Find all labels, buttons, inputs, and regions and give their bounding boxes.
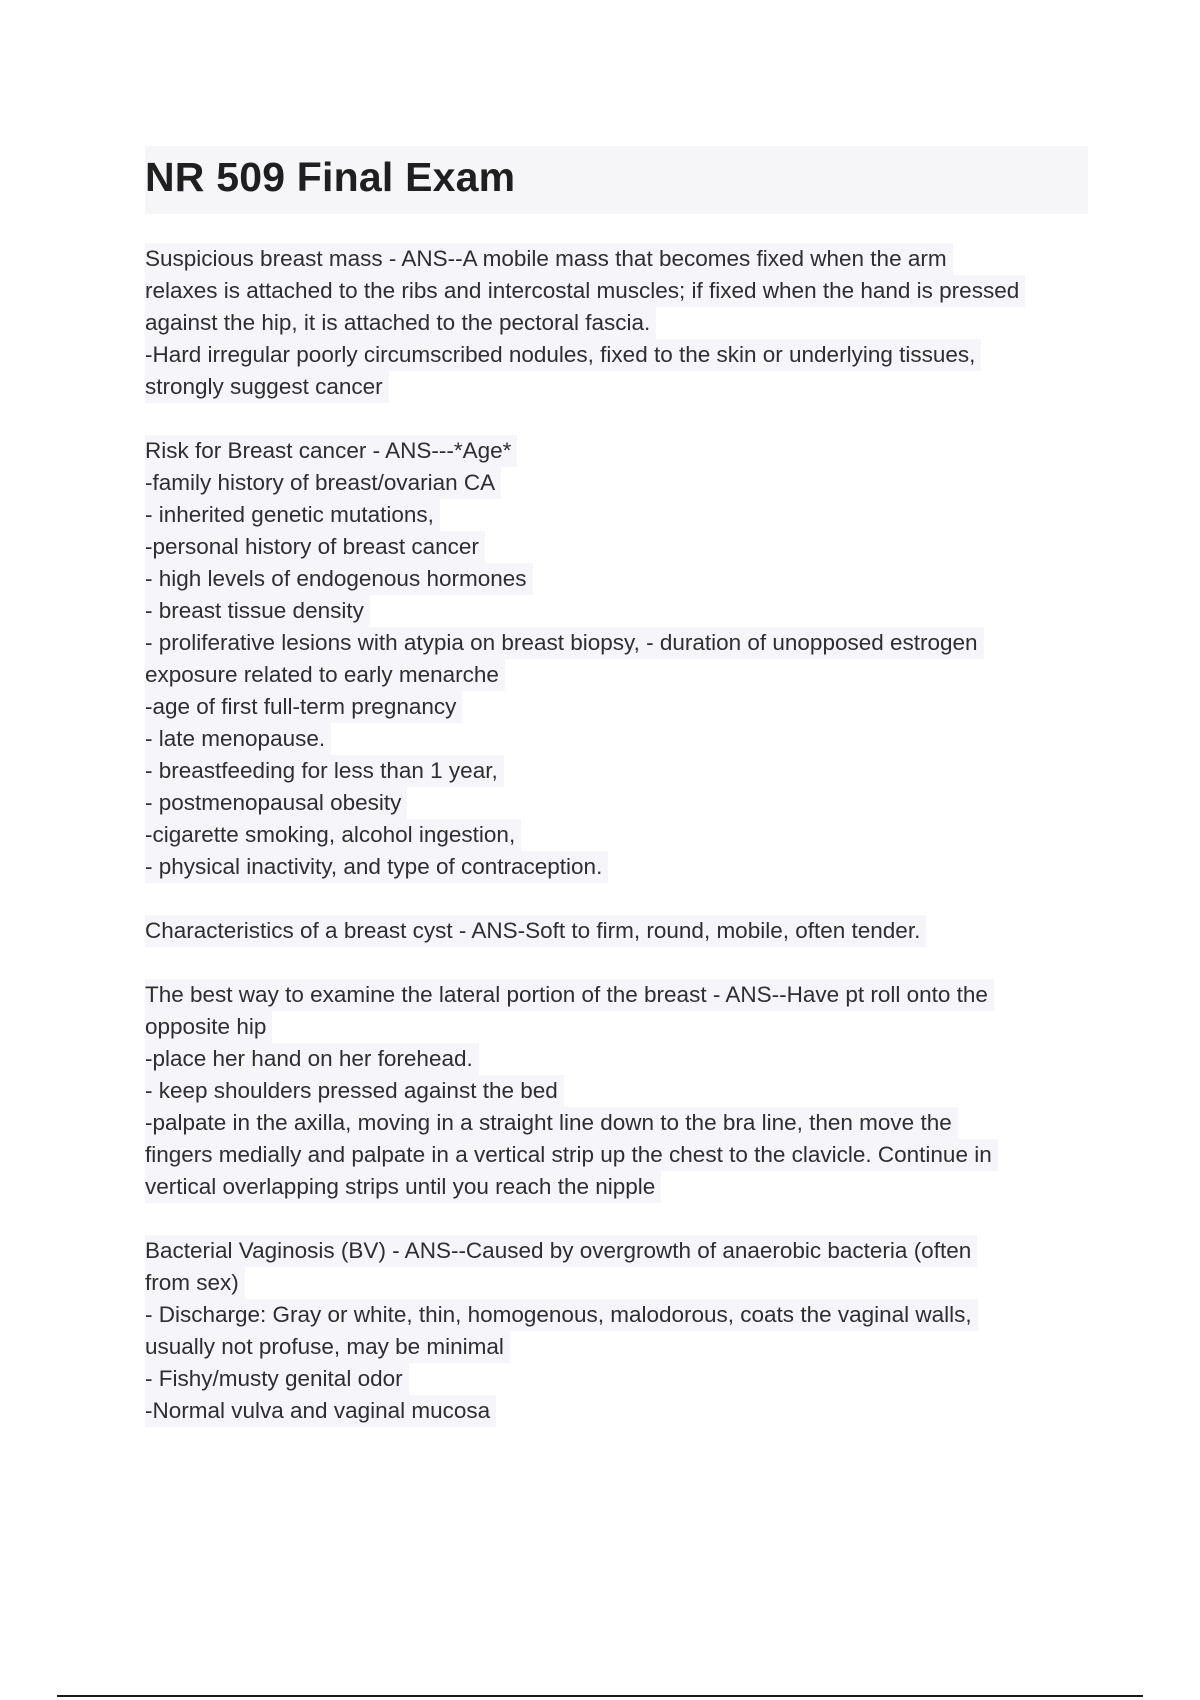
entry-line: Bacterial Vaginosis (BV) - ANS--Caused by overgrowth of anaerobic bacteria (often [145,1235,977,1267]
entry-line-row [145,275,1090,307]
entry-line-row [145,627,1090,659]
title-bar [145,146,1088,214]
entry-line-row [145,1139,1090,1171]
entry-line-row [145,787,1090,819]
entry-line: exposure related to early menarche [145,659,505,691]
entry-line-row [145,499,1090,531]
entry-line-row [145,435,1090,467]
entry-line-row [145,979,1090,1011]
entry-line: relaxes is attached to the ribs and intercostal muscles; if fixed when the hand is pressed [145,275,1025,307]
entry-line: fingers medially and palpate in a vertical strip up the chest to the clavicle. Continue in [145,1139,998,1171]
entry-line-row [145,1331,1090,1363]
entry-line: Characteristics of a breast cyst - ANS-Soft to firm, round, mobile, often tender. [145,915,926,947]
entry-line: - Discharge: Gray or white, thin, homogenous, malodorous, coats the vaginal walls, [145,1299,978,1331]
entry-line: The best way to examine the lateral portion of the breast - ANS--Have pt roll onto the [145,979,994,1011]
entry-line: -Normal vulva and vaginal mucosa [145,1395,496,1427]
entry-line-row [145,1299,1090,1331]
entry-line-row [145,531,1090,563]
entry-line-row [145,307,1090,339]
entry-line: Suspicious breast mass - ANS--A mobile mass that becomes fixed when the arm [145,243,953,275]
entry-line-row [145,1171,1090,1203]
page-title: NR 509 Final Exam [145,154,516,200]
qa-entry [145,915,1090,947]
entry-line: Risk for Breast cancer - ANS---*Age* [145,435,517,467]
entry-line-row [145,467,1090,499]
entry-line: strongly suggest cancer [145,371,389,403]
entry-line: - high levels of endogenous hormones [145,563,533,595]
entry-line-row [145,595,1090,627]
entry-line: opposite hip [145,1011,272,1043]
entry-line: - physical inactivity, and type of contraception. [145,851,608,883]
entry-line: -personal history of breast cancer [145,531,485,563]
qa-entry [145,1235,1090,1427]
entry-line: - postmenopausal obesity [145,787,407,819]
entry-line: usually not profuse, may be minimal [145,1331,510,1363]
entry-line-row [145,1075,1090,1107]
entry-line-row [145,659,1090,691]
entry-line-row [145,819,1090,851]
entry-line-row [145,1011,1090,1043]
qa-entry [145,243,1090,403]
entry-line: -age of first full-term pregnancy [145,691,462,723]
qa-entry [145,435,1090,883]
entry-line-row [145,339,1090,371]
entry-line-row [145,851,1090,883]
entry-line: against the hip, it is attached to the pectoral fascia. [145,307,656,339]
entry-line: - late menopause. [145,723,331,755]
qa-entry [145,979,1090,1203]
entry-line: -place her hand on her forehead. [145,1043,479,1075]
entry-line-row [145,723,1090,755]
entry-line-row [145,1363,1090,1395]
entry-line-row [145,563,1090,595]
entry-line: -family history of breast/ovarian CA [145,467,501,499]
entry-line: -palpate in the axilla, moving in a straight line down to the bra line, then move the [145,1107,958,1139]
entry-line-row [145,1107,1090,1139]
document-body [145,243,1090,1459]
entry-line-row [145,915,1090,947]
entry-line-row [145,1395,1090,1427]
entry-line: - breastfeeding for less than 1 year, [145,755,504,787]
entry-line: -Hard irregular poorly circumscribed nodules, fixed to the skin or underlying tissues, [145,339,981,371]
entry-line: -cigarette smoking, alcohol ingestion, [145,819,521,851]
entry-line: - inherited genetic mutations, [145,499,440,531]
entry-line: - proliferative lesions with atypia on breast biopsy, - duration of unopposed estrogen [145,627,984,659]
entry-line: - Fishy/musty genital odor [145,1363,409,1395]
entry-line-row [145,1043,1090,1075]
entry-line-row [145,755,1090,787]
entry-line-row [145,1235,1090,1267]
entry-line: vertical overlapping strips until you reach the nipple [145,1171,661,1203]
entry-line-row [145,1267,1090,1299]
entry-line: from sex) [145,1267,245,1299]
entry-line-row [145,243,1090,275]
entry-line: - breast tissue density [145,595,370,627]
entry-line: - keep shoulders pressed against the bed [145,1075,564,1107]
entry-line-row [145,371,1090,403]
entry-line-row [145,691,1090,723]
page-bottom-rule [57,1695,1143,1697]
